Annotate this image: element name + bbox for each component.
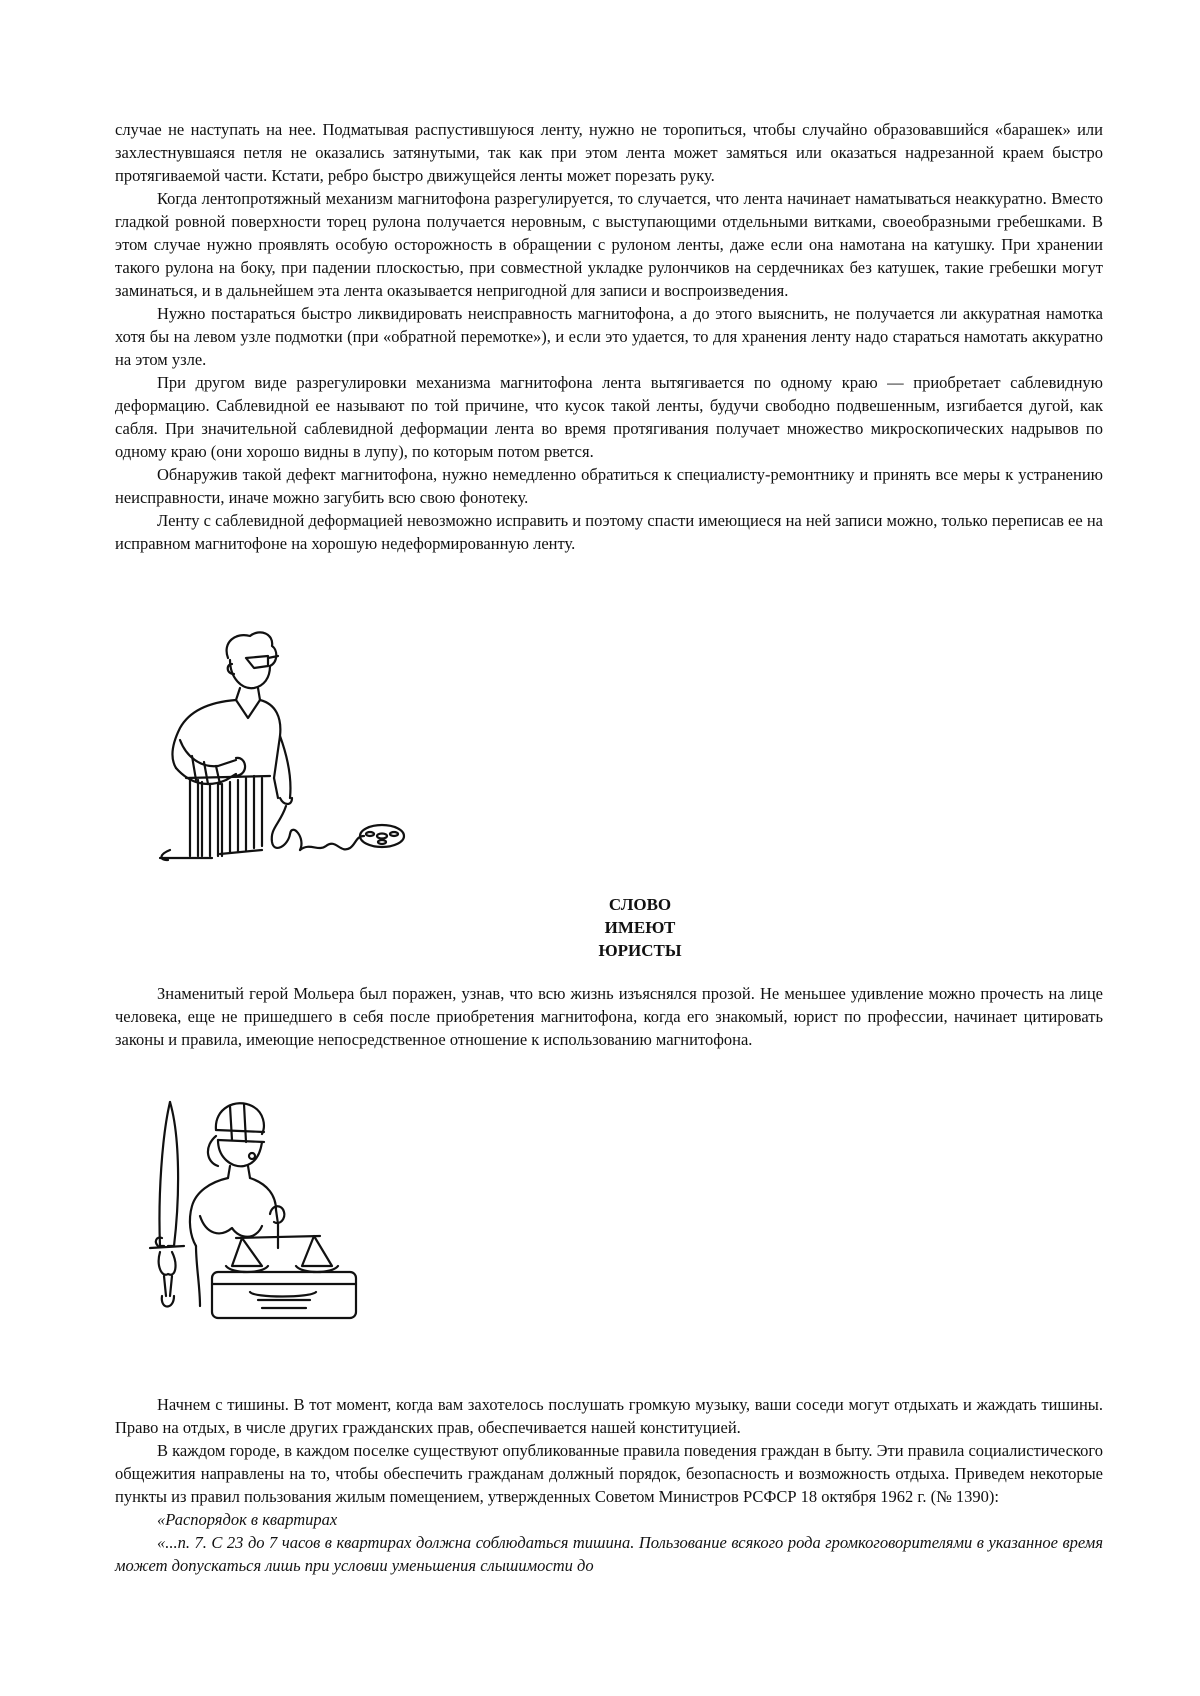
paragraph: случае не наступать на нее. Подматывая распустившуюся ленту, нужно не торопиться, чтобы случайно образовавшийся «барашек» или захлестнувшаяся петля не оказались затянутыми, так как при этом лента может замяться или оказаться надрезанной краем быстро протягиваемой части. Кстати, ребро быстро движущейся ленты может порезать руку. xyxy=(115,120,1103,185)
heading-line: ЮРИСТЫ xyxy=(598,941,682,960)
paragraph: Начнем с тишины. В тот момент, когда вам захотелось послушать громкую музыку, ваши соседи могут отдыхать и жаждать тишины. Право на отдых, в числе других гражданских прав, обеспечивается нашей конституцией. xyxy=(115,1395,1103,1437)
text-block-bottom xyxy=(115,1393,1103,1577)
paragraph: Обнаружив такой дефект магнитофона, нужно немедленно обратиться к специалисту-ремонтнику и принять все меры к устранению неисправности, иначе можно загубить всю свою фонотеку. xyxy=(115,465,1103,507)
man-with-tape-illustration xyxy=(150,628,410,868)
text-block-middle xyxy=(115,982,1103,1051)
paragraph: В каждом городе, в каждом поселке существуют опубликованные правила поведения граждан в быту. Эти правила социалистического общежития направлены на то, чтобы обеспечить гражданам должный порядок, безопасность и возможность отдыха. Приведем некоторые пункты из правил пользования жилым помещением, утвержденных Советом Министров РСФСР 18 октября 1962 г. (№ 1390): xyxy=(115,1441,1103,1506)
paragraph: Ленту с саблевидной деформацией невозможно исправить и поэтому спасти имеющиеся на ней записи можно, только переписав ее на исправном магнитофоне на хорошую недеформированную ленту. xyxy=(115,511,1103,553)
quote-title: «Распорядок в квартирах xyxy=(157,1510,338,1529)
paragraph: При другом виде разрегулировки механизма магнитофона лента вытягивается по одному краю — приобретает саблевидную деформацию. Саблевидной ее называют по той причине, что кусок такой ленты, будучи свободно подвешенным, изгибается дугой, как сабля. При значительной саблевидной деформации лента во время протягивания получает множество микроскопических надрывов по одному краю (они хорошо видны в лупу), по которым потом рвется. xyxy=(115,373,1103,461)
quote-text: «...п. 7. С 23 до 7 часов в квартирах должна соблюдаться тишина. Пользование всякого рода громкоговорителями в указанное время может допускаться лишь при условии уменьшения слышимости до xyxy=(115,1533,1103,1575)
heading-line: СЛОВО xyxy=(608,895,672,914)
text-block-top xyxy=(115,118,1103,555)
heading-line: ИМЕЮТ xyxy=(604,918,676,937)
paragraph: Нужно постараться быстро ликвидировать неисправность магнитофона, а до этого выяснить, не получается ли аккуратная намотка хотя бы на левом узле подмотки (при «обратной перемотке»), и если это удается, то для хранения ленту надо стараться намотать аккуратно на этом узле. xyxy=(115,304,1103,369)
paragraph: Когда лентопротяжный механизм магнитофона разрегулируется, то случается, что лента начинает наматываться неаккуратно. Вместо гладкой ровной поверхности торец рулона получается неровным, с выступающими отдельными витками, своеобразными гребешками. В этом случае нужно проявлять особую осторожность в обращении с рулоном ленты, даже если она намотана на катушку. При хранении такого рулона на боку, при падении плоскостью, при совместной укладке рулончиков на сердечниках без катушек, такие гребешки могут заминаться, и в дальнейшем эта лента оказывается непригодной для записи и воспроизведения. xyxy=(115,189,1103,300)
paragraph: Знаменитый герой Мольера был поражен, узнав, что всю жизнь изъяснялся прозой. Не меньшее удивление можно прочесть на лице человека, еще не пришедшего в себя после приобретения магнитофона, когда его знакомый, юрист по профессии, начинает цитировать законы и правила, имеющие непосредственное отношение к использованию магнитофона. xyxy=(115,984,1103,1049)
section-heading xyxy=(500,893,780,962)
lady-justice-illustration xyxy=(140,1096,380,1336)
